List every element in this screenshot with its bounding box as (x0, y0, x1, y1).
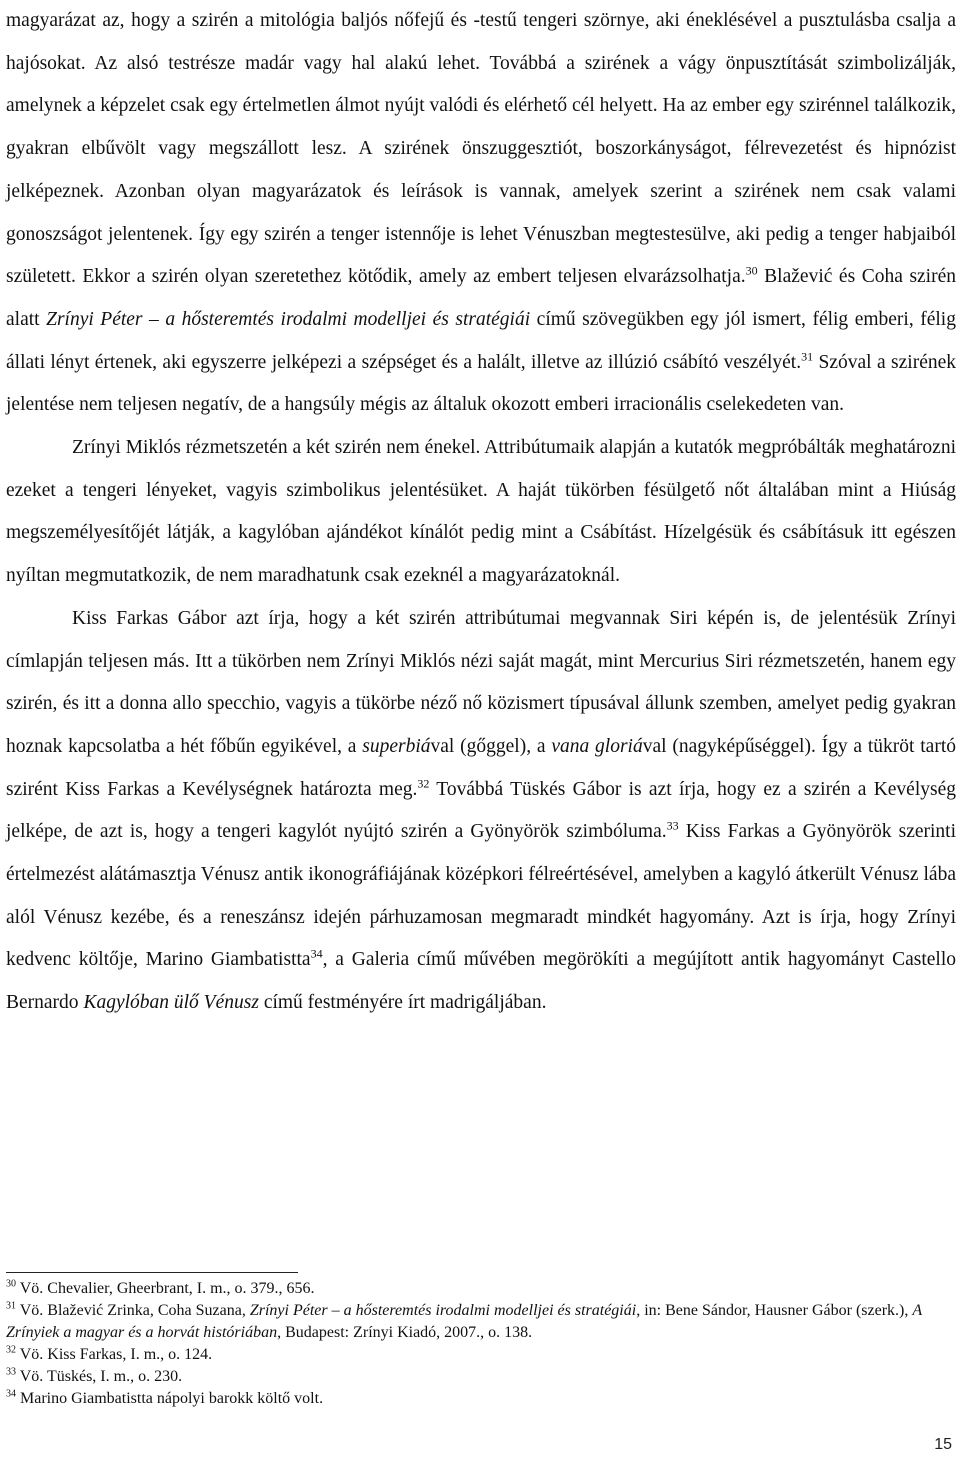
text-segment: Kiss Farkas Gábor azt írja, hogy a két szirén attribútumai megvannak Siri képén is, de jelentésük Zrínyi címlapján teljesen más. Itt a tükörben nem Zrínyi Miklós nézi saját magát, mint Mercurius Siri rézmetszetén, hanem egy szirén, és itt a donna allo specchio, vagyis a tükörbe néző nő közismert típusával állunk szemben, amelyet pedig gyakran hoznak kapcsolatba a hét főbűn egyikével, a (6, 607, 956, 757)
footnote-31 (6, 1300, 956, 1344)
footnote-text: , in: Bene Sándor, Hausner Gábor (szerk.), (636, 1302, 913, 1319)
italic-term: vana gloriá (551, 735, 643, 757)
footnote-italic-title: A Zrínyiek a magyar és a horvát históriában (6, 1302, 922, 1341)
footnote-ref-34[interactable]: 34 (310, 946, 323, 961)
footnote-number: 31 (6, 1300, 16, 1312)
footnote-number: 32 (6, 1344, 16, 1356)
footnote-33 (6, 1366, 956, 1388)
italic-title: Zrínyi Péter – a hősteremtés irodalmi modelljei és stratégiái (46, 308, 531, 330)
text-segment: Zrínyi Miklós rézmetszetén a két szirén nem énekel. Attribútumaik alapján a kutatók megpróbálták meghatározni ezeket a tengeri lényeket, vagyis szimbolikus jelentésüket. A haját tükörben fésülgető nőt általában mint a Hiúság megszemélyesítőjét látják, a kagylóban ajándékot kínálót pedig mint a Csábítást. Hízelgésük és csábításuk itt egészen nyíltan megmutatkozik, de nem maradhatunk csak ezeknél a magyarázatoknál. (6, 437, 956, 587)
footnotes (6, 1278, 956, 1410)
footnote-text: Vö. Kiss Farkas, I. m., o. 124. (16, 1346, 213, 1363)
footnote-italic-title: Zrínyi Péter – a hősteremtés irodalmi modelljei és stratégiái (249, 1302, 637, 1319)
italic-term: superbiá (362, 735, 431, 757)
text-segment: Szóval a szirének jelentése nem teljesen negatív, de a hangsúly mégis az általuk okozott emberi irracionális cselekedeten van. (6, 351, 957, 416)
text-segment: Továbbá Tüskés Gábor is azt írja, hogy ez a szirén a Kevélység jelképe, de azt is, hogy a tengeri kagylót nyújtó szirén a Gyönyörök szimbóluma. (6, 778, 956, 843)
text-segment: Blažević és Coha szirén alatt (6, 266, 957, 330)
page-number: 15 (934, 1436, 952, 1453)
footnote-30 (6, 1278, 956, 1300)
footnote-number: 30 (6, 1278, 16, 1290)
footnote-text: Vö. Tüskés, I. m., o. 230. (16, 1368, 183, 1385)
paragraph-2 (6, 427, 956, 598)
footnote-ref-32[interactable]: 32 (417, 776, 430, 791)
footnote-ref-31[interactable]: 31 (801, 349, 814, 364)
footnote-number: 33 (6, 1366, 16, 1378)
text-segment: , a Galeria című művében megörökíti a megújított antik hagyományt Castello Bernardo (6, 949, 956, 1014)
text-segment: című szövegükben egy jól ismert, félig emberi, félig állati lényt értenek, aki egyszerre jelképezi a szépséget és a halált, illetve az illúzió csábító veszélyét. (6, 308, 956, 373)
footnote-ref-33[interactable]: 33 (666, 818, 679, 833)
footnote-text: , Budapest: Zrínyi Kiadó, 2007., o. 138. (277, 1324, 533, 1341)
text-segment: című festményére írt madrigáljában. (258, 992, 547, 1014)
text-segment: magyarázat az, hogy a szirén a mitológia baljós nőfejű és -testű tengeri szörnye, aki éneklésével a pusztulásba csalja a hajósokat. Az alsó testrésze madár vagy hal alakú lehet. Továbbá a szirének a vágy önpusztítását szimbolizálják, amelynek a képzelet csak egy értelmetlen álmot nyújt valódi és elérhető cél helyett. Ha az ember egy szirénnel találkozik, gyakran elbűvölt vagy megszállott lesz. A szirének önszuggesztiót, boszorkányságot, félrevezetést és hipnózist jelképeznek. Azonban olyan magyarázatok és leírások is vannak, amelyek szerint a szirének nem csak valami gonoszságot jelentenek. Így egy szirén a tenger istennője is lehet Vénuszban megtestesülve, aki pedig a tenger habjaiból született. Ekkor a szirén olyan szeretethez kötődik, amely az embert teljesen elvarázsolhatja. (6, 10, 956, 288)
paragraph-1 (6, 0, 956, 427)
text-segment: Kiss Farkas a Gyönyörök szerinti értelmezést alátámasztja Vénusz antik ikonográfiájának középkori félreértésével, amelyben a kagyló átkerült Vénusz lába alól Vénusz kezébe, és a reneszánsz idején párhuzamosan megmaradt mindkét hagyomány. Azt is írja, hogy Zrínyi kedvenc költője, Marino Giambatistta (6, 821, 957, 971)
paragraph-3 (6, 598, 956, 1025)
footnote-ref-30[interactable]: 30 (745, 263, 758, 278)
footnote-number: 34 (6, 1388, 16, 1400)
footnote-text: Vö. Chevalier, Gheerbrant, I. m., o. 379., 656. (16, 1280, 315, 1297)
page-body (6, 0, 956, 1025)
italic-title: Kagylóban ülő Vénusz (83, 992, 259, 1014)
text-segment: val (gőggel), a (430, 735, 552, 757)
footnote-32 (6, 1344, 956, 1366)
footnote-divider (6, 1272, 298, 1273)
text-segment: val (nagyképűséggel). Így a tükröt tartó szirént Kiss Farkas a Kevélységnek határozta meg. (6, 735, 956, 800)
footnote-34 (6, 1388, 956, 1410)
footnote-text: Vö. Blažević Zrinka, Coha Suzana, (16, 1302, 250, 1319)
footnote-text: Marino Giambatistta nápolyi barokk költő volt. (16, 1390, 324, 1407)
